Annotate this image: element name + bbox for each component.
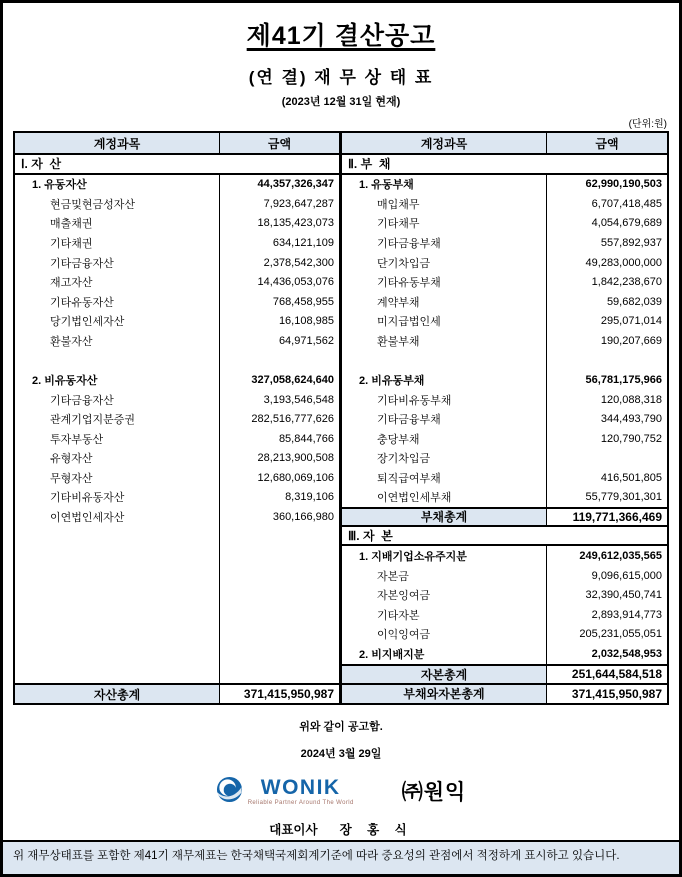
account-label: 2. 비유동자산 [32, 374, 98, 387]
table-row [342, 194, 667, 214]
amount-value: 190,207,669 [546, 331, 667, 351]
assets-total-row [15, 683, 339, 703]
account-label: 1. 유동부채 [359, 179, 414, 192]
account-label: 기타금융자산 [50, 257, 114, 270]
account-label: 환불자산 [50, 335, 93, 348]
section-assets: Ⅰ. 자 산 [15, 155, 339, 175]
amount-value: 4,054,679,689 [546, 214, 667, 234]
company-logo-row [3, 776, 679, 806]
account-label: 무형자산 [50, 472, 93, 485]
account-label: 충당부채 [377, 433, 420, 446]
section-equity: Ⅲ. 자 본 [342, 527, 667, 547]
table-row [15, 331, 339, 351]
amount-value [546, 351, 667, 371]
amount-value: 327,058,624,640 [219, 370, 339, 390]
account-label: 매출채권 [50, 218, 93, 231]
account-label: 재고자산 [50, 277, 93, 290]
total-label: 부채와자본총계 [342, 685, 546, 703]
liabilities-total-row [342, 507, 667, 527]
table-row [15, 370, 339, 390]
unit-note: (단위:원) [628, 119, 667, 130]
table-row [342, 272, 667, 292]
brand-tagline: Reliable Partner Around The World [247, 800, 354, 807]
amount-value: 85,844,766 [219, 429, 339, 449]
amount-value: 56,781,175,966 [546, 370, 667, 390]
account-label: 기타금융부채 [377, 414, 441, 427]
table-row [342, 625, 667, 645]
account-label: 이연법인세자산 [50, 511, 125, 524]
table-row [342, 312, 667, 332]
table-row [342, 214, 667, 234]
amount-value: 8,319,106 [219, 488, 339, 508]
column-header-account: 계정과목 [420, 136, 468, 151]
brand-name: WONIK [260, 776, 341, 799]
account-label: 당기법인세자산 [50, 316, 125, 329]
account-label: 기타금융자산 [50, 394, 114, 407]
account-label: 미지급법인세 [377, 316, 441, 329]
amount-value: 416,501,805 [546, 468, 667, 488]
amount-value: 2,893,914,773 [546, 605, 667, 625]
table-row [342, 175, 667, 195]
table-row [342, 390, 667, 410]
as-of-dateline: (2023년 12월 31일 현재) [281, 96, 401, 108]
table-row [15, 214, 339, 234]
amount-value: 28,213,900,508 [219, 448, 339, 468]
account-label [342, 351, 546, 371]
amount-value: 557,892,937 [546, 233, 667, 253]
account-label: 계약부채 [377, 296, 420, 309]
amount-value: 6,707,418,485 [546, 194, 667, 214]
publication-date: 2024년 3월 29일 [300, 748, 382, 760]
table-row [15, 507, 339, 527]
table-row [342, 468, 667, 488]
amount-value: 120,088,318 [546, 390, 667, 410]
grand-total-row [342, 683, 667, 703]
amount-value: 1,842,238,670 [546, 272, 667, 292]
amount-value: 9,096,615,000 [546, 566, 667, 586]
assets-column [15, 133, 342, 703]
column-header-account: 계정과목 [93, 136, 141, 151]
table-row [15, 429, 339, 449]
amount-value: 14,436,053,076 [219, 272, 339, 292]
table-row [342, 370, 667, 390]
account-label: 2. 비유동부채 [359, 374, 425, 387]
account-label: 기타채권 [50, 238, 93, 251]
amount-value: 282,516,777,626 [219, 409, 339, 429]
account-label: 기타비유동자산 [50, 492, 125, 505]
amount-value: 49,283,000,000 [546, 253, 667, 273]
table-row [15, 175, 339, 195]
amount-value: 55,779,301,301 [546, 488, 667, 508]
table-row [342, 605, 667, 625]
column-header-amount: 금액 [219, 133, 339, 153]
page-title: 제41기 결산공고 [246, 22, 436, 50]
amount-value: 634,121,109 [219, 233, 339, 253]
account-label: 기타유동자산 [50, 296, 114, 309]
table-row [15, 272, 339, 292]
audit-note-text: 위 재무상태표를 포함한 제41기 재무제표는 한국채택국제회계기준에 따라 중요성의 관점에서 적정하게 표시하고 있습니다. [13, 850, 620, 863]
table-row [15, 233, 339, 253]
wonik-globe-icon [216, 776, 243, 803]
wonik-logo [216, 776, 354, 806]
table-row [342, 448, 667, 468]
table-row [15, 488, 339, 508]
table-row [15, 468, 339, 488]
table-row [15, 253, 339, 273]
account-label [15, 351, 219, 371]
amount-value: 32,390,450,741 [546, 585, 667, 605]
account-label: 매입채무 [377, 198, 420, 211]
amount-value: 3,193,546,548 [219, 390, 339, 410]
account-label: 1. 지배기업소유주지분 [359, 551, 467, 564]
table-row [342, 644, 667, 664]
table-header-left [15, 133, 339, 155]
amount-value: 344,493,790 [546, 409, 667, 429]
amount-value [219, 527, 339, 684]
total-value: 119,771,366,469 [546, 509, 667, 525]
total-value: 251,644,584,518 [546, 666, 667, 684]
table-row [342, 546, 667, 566]
account-label: 1. 유동자산 [32, 179, 87, 192]
table-row [342, 585, 667, 605]
amount-value: 64,971,562 [219, 331, 339, 351]
account-label: 2. 비지배지분 [359, 648, 425, 661]
ceo-name: 장 홍 식 [339, 823, 413, 838]
amount-value: 7,923,647,287 [219, 194, 339, 214]
table-row [15, 292, 339, 312]
table-row [342, 566, 667, 586]
table-row-spacer [15, 527, 339, 684]
account-label: 현금및현금성자산 [50, 198, 136, 211]
table-row [342, 488, 667, 508]
account-label: 기타자본 [377, 609, 420, 622]
account-label: 퇴직급여부채 [377, 472, 441, 485]
table-row-empty [15, 351, 339, 371]
company-name: ㈜원익 [401, 781, 467, 805]
amount-value: 360,166,980 [219, 507, 339, 527]
amount-value [546, 448, 667, 468]
column-header-amount: 금액 [546, 133, 667, 153]
section-liabilities: Ⅱ. 부 채 [342, 155, 667, 175]
account-label: 자본잉여금 [377, 590, 431, 603]
amount-value: 44,357,326,347 [219, 175, 339, 195]
table-row [15, 448, 339, 468]
account-label: 자본금 [377, 570, 409, 583]
account-label: 기타채무 [377, 218, 420, 231]
total-value: 371,415,950,987 [546, 685, 667, 703]
account-label: 기타유동부채 [377, 277, 441, 290]
amount-value: 59,682,039 [546, 292, 667, 312]
account-label: 관계기업지분증권 [50, 414, 136, 427]
account-label: 유형자산 [50, 453, 93, 466]
table-row [15, 409, 339, 429]
table-row [15, 194, 339, 214]
amount-value: 205,231,055,051 [546, 625, 667, 645]
amount-value: 16,108,985 [219, 312, 339, 332]
total-label: 부채총계 [342, 509, 546, 525]
account-label: 단기차입금 [377, 257, 431, 270]
table-row [342, 253, 667, 273]
account-label: 기타비유동부채 [377, 394, 452, 407]
statement-subtitle: (연 결) 재 무 상 태 표 [248, 68, 434, 87]
account-label: 환불부채 [377, 335, 420, 348]
equity-total-row [342, 664, 667, 684]
total-label: 자본총계 [342, 666, 546, 684]
account-label: 장기차입금 [377, 453, 431, 466]
amount-value: 295,071,014 [546, 312, 667, 332]
table-row [342, 292, 667, 312]
amount-value: 120,790,752 [546, 429, 667, 449]
account-label: 기타금융부채 [377, 238, 441, 251]
amount-value: 768,458,955 [219, 292, 339, 312]
amount-value: 2,032,548,953 [546, 644, 667, 664]
table-row [342, 429, 667, 449]
table-row [15, 312, 339, 332]
amount-value: 12,680,069,106 [219, 468, 339, 488]
table-row [342, 233, 667, 253]
account-label: 투자부동산 [50, 433, 104, 446]
ceo-signature-line [3, 820, 679, 838]
total-value: 371,415,950,987 [219, 685, 339, 703]
account-label: 이연법인세부채 [377, 492, 452, 505]
liabilities-equity-column [342, 133, 667, 703]
audit-note [3, 840, 679, 874]
amount-value: 62,990,190,503 [546, 175, 667, 195]
table-row-empty [342, 351, 667, 371]
balance-sheet-table [13, 131, 669, 705]
amount-value: 249,612,035,565 [546, 546, 667, 566]
announcement-line: 위와 같이 공고함. [299, 721, 383, 733]
amount-value: 18,135,423,073 [219, 214, 339, 234]
ceo-title: 대표이사 [269, 823, 318, 838]
account-label: 이익잉여금 [377, 629, 431, 642]
amount-value: 2,378,542,300 [219, 253, 339, 273]
table-header-right [342, 133, 667, 155]
table-row [342, 331, 667, 351]
total-label: 자산총계 [15, 685, 219, 703]
account-label [15, 527, 219, 684]
table-row [15, 390, 339, 410]
amount-value [219, 351, 339, 371]
wonik-logo-text [248, 776, 354, 806]
table-row [342, 409, 667, 429]
